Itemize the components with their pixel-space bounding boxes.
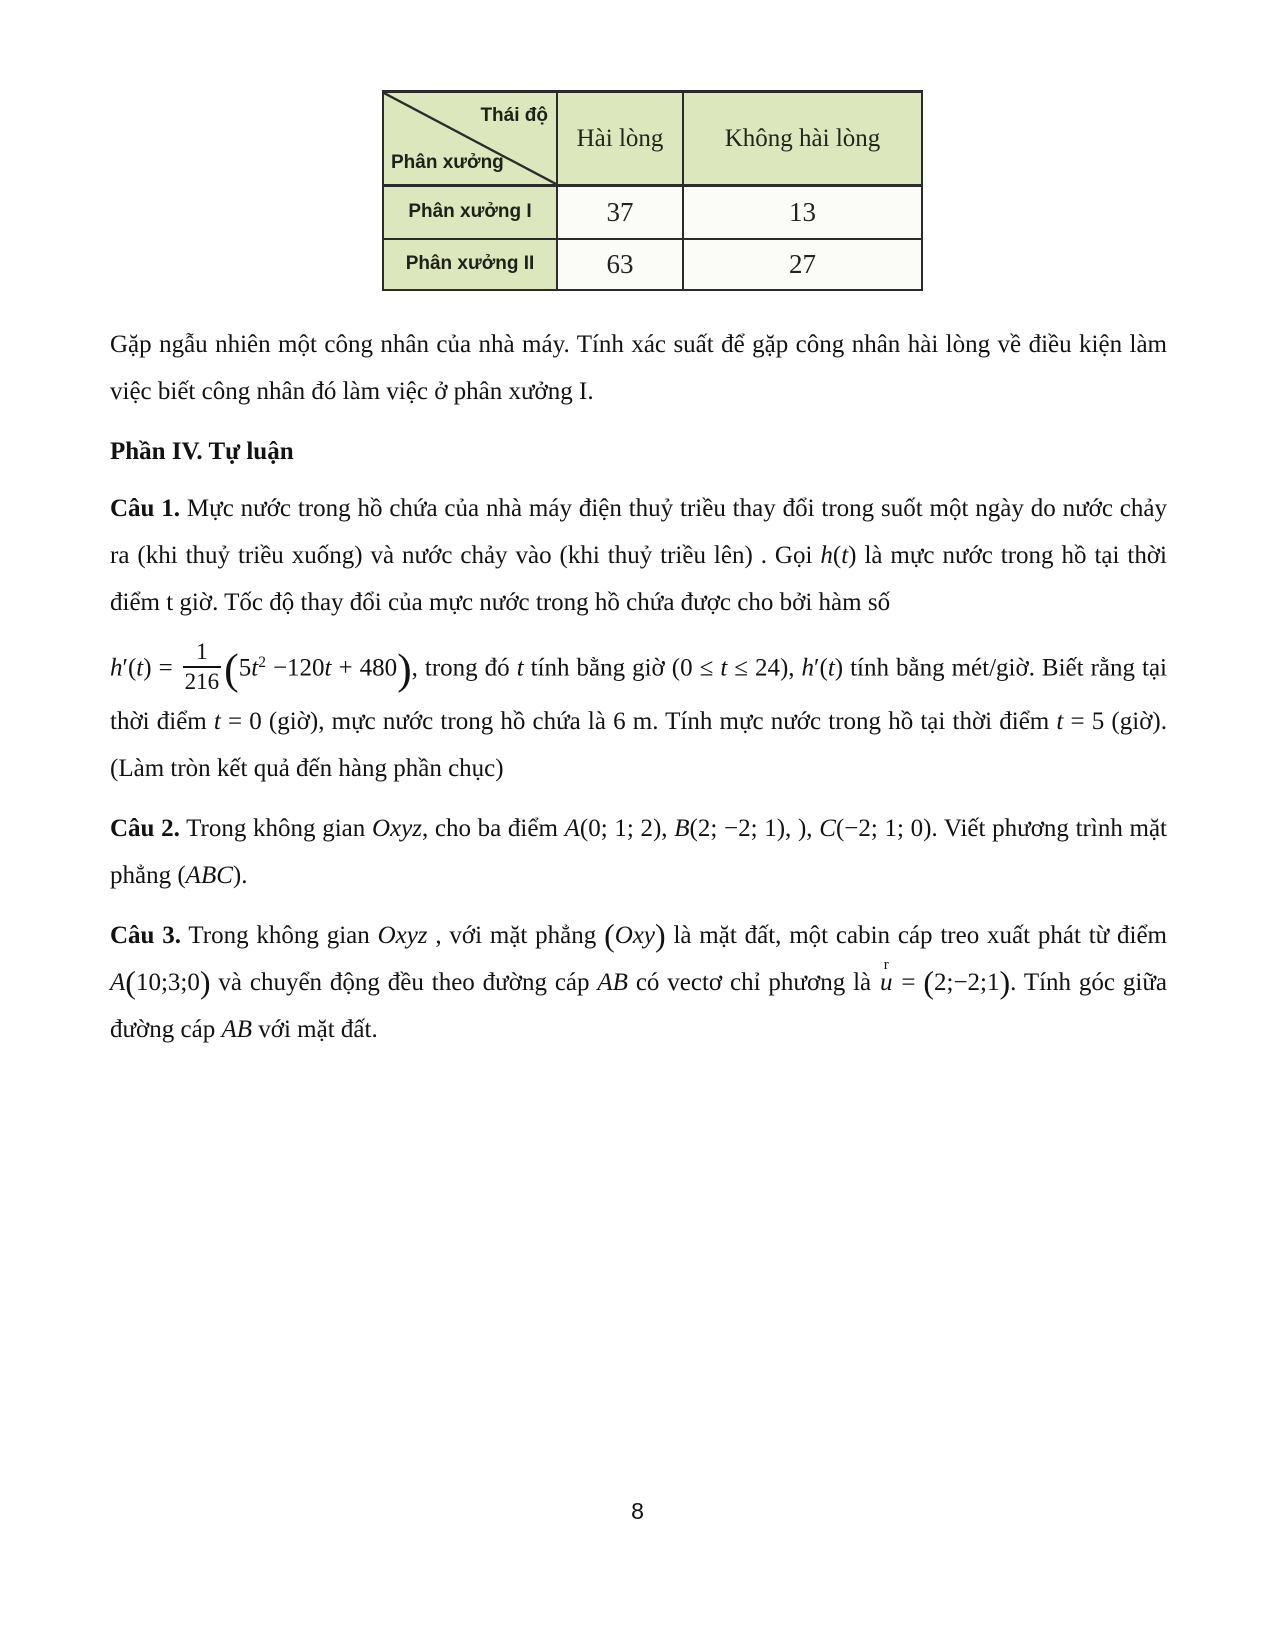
intro-paragraph bbox=[110, 321, 1167, 415]
text-run: 2;−2;1 bbox=[934, 968, 1000, 996]
corner-label-workshop: Phân xưởng bbox=[391, 152, 504, 173]
survey-table-container bbox=[382, 90, 1167, 291]
text-run: ( bbox=[923, 963, 935, 1000]
text-run: = 5 (giờ). (Làm tròn kết quả đến hàng phần chục) bbox=[110, 707, 1167, 782]
text-run: ( bbox=[604, 916, 615, 953]
text-run: là mặt đất, một cabin cáp treo xuất phát từ điểm bbox=[665, 921, 1168, 949]
text-run: có vectơ chỉ phương là bbox=[627, 968, 879, 996]
text-run: t bbox=[827, 654, 835, 682]
text-run: ) tính bằng mét/giờ. Biết rằng tại thời điểm bbox=[110, 654, 1167, 735]
text-run: 2 bbox=[258, 653, 266, 671]
table-row bbox=[383, 186, 922, 239]
text-run: Câu 2. bbox=[110, 814, 180, 842]
text-run: h bbox=[820, 541, 833, 569]
text-run: , cho ba điểm bbox=[421, 814, 565, 842]
question-1-text bbox=[110, 485, 1167, 626]
text-run: Phần IV. Tự luận bbox=[110, 437, 294, 465]
page-number: 8 bbox=[631, 1498, 644, 1524]
text-run: Oxyz bbox=[371, 814, 422, 842]
question-3-text bbox=[110, 912, 1167, 1053]
text-run: . Tính góc giữa đường cáp bbox=[110, 968, 1167, 1043]
text-run: + 480 bbox=[331, 654, 398, 682]
text-run: ( bbox=[832, 541, 842, 569]
document-body bbox=[110, 321, 1167, 1053]
corner-label-attitude: Thái độ bbox=[480, 105, 548, 126]
text-run: (−2; 1; 0). Viết phương trình mặt phẳng ( bbox=[110, 814, 1168, 889]
text-run: ) bbox=[199, 963, 211, 1000]
survey-table bbox=[382, 90, 923, 291]
text-run: ) bbox=[655, 916, 666, 953]
text-run: Mực nước trong hồ chứa của nhà máy điện thuỷ triều thay đổi trong suốt một ngày do nước chảy ra (khi thuỷ triều xuống) và nước chảy vào (khi thuỷ triều lên) . Gọi bbox=[110, 494, 1167, 569]
text-run: và chuyển động đều theo đường cáp bbox=[210, 968, 598, 996]
text-run: = bbox=[893, 968, 924, 996]
text-run: t bbox=[213, 707, 221, 735]
text-run: A bbox=[110, 968, 126, 996]
text-run: h bbox=[801, 654, 815, 682]
cell-value: 13 bbox=[683, 186, 922, 239]
text-run: Gặp ngẫu nhiên một công nhân của nhà máy. Tính xác suất để gặp công nhân hài lòng về điều kiện làm việc biết công nhân đó làm việc ở phân xưởng I. bbox=[110, 330, 1167, 405]
text-run: 5 bbox=[238, 654, 252, 682]
text-run: h bbox=[110, 654, 123, 682]
text-run: t bbox=[1056, 707, 1064, 735]
vector-symbol: r u bbox=[880, 957, 893, 996]
table-corner-cell bbox=[383, 92, 557, 186]
text-run: t bbox=[516, 654, 524, 682]
text-run: ( bbox=[224, 644, 239, 693]
text-run: ). bbox=[232, 861, 248, 889]
section-heading bbox=[110, 428, 1167, 475]
text-run: Câu 3. bbox=[110, 921, 182, 949]
text-run: t bbox=[720, 654, 728, 682]
text-run: , trong đó bbox=[411, 654, 517, 682]
text-run: A bbox=[564, 814, 580, 842]
text-run: (2; −2; 1), ), bbox=[689, 814, 820, 842]
fraction: $\frac{1}{216}$ bbox=[184, 638, 220, 695]
text-run: ′( bbox=[814, 654, 828, 682]
text-run: ( bbox=[125, 963, 136, 1000]
text-run: ) là mực nước trong hồ tại thời điểm t giờ. Tốc độ thay đổi của mực nước trong hồ chứa được cho bởi hàm số bbox=[110, 541, 1167, 616]
text-run: ) bbox=[397, 644, 412, 693]
text-run: t bbox=[136, 654, 144, 682]
text-run: AB bbox=[221, 1015, 253, 1043]
text-run: ) bbox=[999, 963, 1011, 1000]
cell-value: 63 bbox=[557, 239, 683, 290]
text-run: AB bbox=[597, 968, 628, 996]
text-run: tính bằng giờ (0 ≤ bbox=[523, 654, 721, 682]
text-run: Oxyz bbox=[377, 921, 428, 949]
text-run: t bbox=[841, 541, 849, 569]
text-run: Trong không gian bbox=[181, 921, 378, 949]
text-run: B bbox=[674, 814, 690, 842]
text-run: t bbox=[251, 654, 259, 682]
text-run: −120 bbox=[265, 654, 325, 682]
text-run: t bbox=[324, 654, 332, 682]
table-row bbox=[383, 239, 922, 290]
text-run: với mặt đất. bbox=[252, 1015, 378, 1043]
text-run: = 0 (giờ), mực nước trong hồ chứa là 6 m. Tính mực nước trong hồ tại thời điểm bbox=[220, 707, 1057, 735]
column-header-not-satisfied: Không hài lòng bbox=[683, 92, 922, 186]
text-run: , với mặt phẳng bbox=[427, 921, 605, 949]
cell-value: 37 bbox=[557, 186, 683, 239]
text-run: ) = bbox=[143, 654, 180, 682]
row-label-workshop-2: Phân xưởng II bbox=[383, 239, 557, 290]
text-run: Oxy bbox=[614, 921, 655, 949]
question-1-formula bbox=[110, 639, 1167, 792]
text-run: Trong không gian bbox=[179, 814, 372, 842]
text-run: ABC bbox=[185, 861, 233, 889]
text-run: (0; 1; 2), bbox=[579, 814, 675, 842]
text-run: ′( bbox=[122, 654, 137, 682]
column-header-satisfied: Hài lòng bbox=[557, 92, 683, 186]
text-run: 10;3;0 bbox=[135, 968, 200, 996]
text-run: ≤ 24), bbox=[727, 654, 802, 682]
text-run: Câu 1. bbox=[110, 494, 181, 522]
row-label-workshop-1: Phân xưởng I bbox=[383, 186, 557, 239]
question-2-text bbox=[110, 805, 1167, 899]
cell-value: 27 bbox=[683, 239, 922, 290]
text-run: C bbox=[819, 814, 836, 842]
